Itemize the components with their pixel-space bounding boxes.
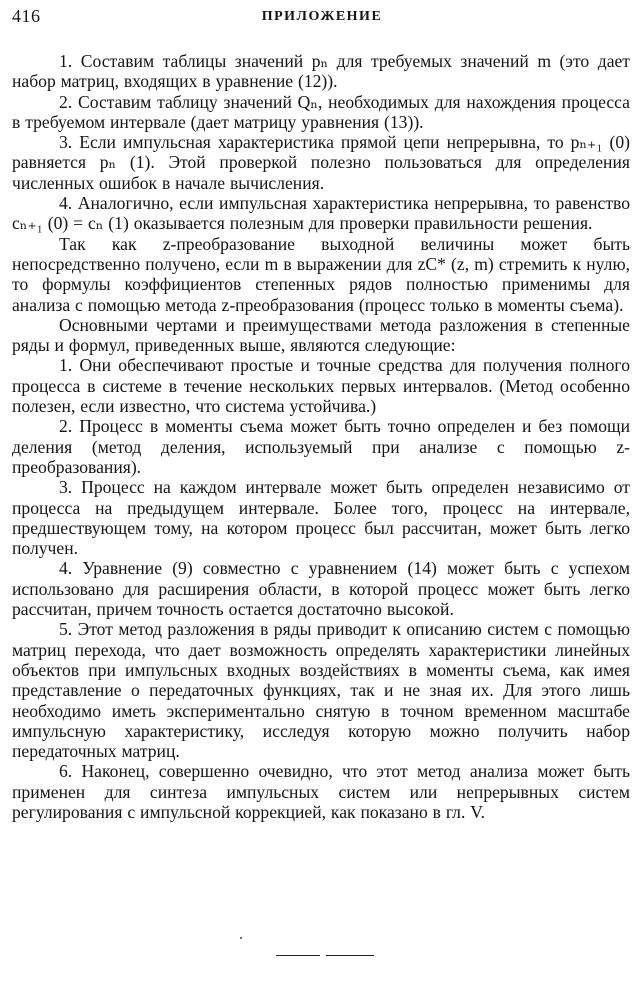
paragraph: 4. Аналогично, если импульсная характеристика непрерывна, то равенство cₙ₊₁ (0) = cₙ (1) оказывается полезным для проверки правильности решения.: [12, 193, 630, 234]
paragraph: 4. Уравнение (9) совместно с уравнением (14) может быть с успехом использовано для расширения области, в которой процесс может быть легко рассчитан, причем точность остается достаточно высокой.: [12, 558, 630, 620]
paragraph: 2. Процесс в моменты съема может быть точно определен и без помощи деления (метод деления, используемый при анализе с помощью z-преобразования).: [12, 416, 630, 477]
end-of-section-rule: [276, 955, 374, 958]
paragraph: 2. Составим таблицу значений Qₙ, необходимых для нахождения процесса в требуемом интервале (дает матрицу уравнения (13)).: [12, 91, 630, 132]
paragraph: 1. Составим таблицы значений pₙ для требуемых значений m (это дает набор матриц, входящих в уравнение (12)).: [12, 51, 630, 92]
paragraph: 3. Процесс на каждом интервале может быть определен независимо от процесса на предыдущем интервале. Более того, процесс на интервале, предшествующем тому, на котором процесс был рассчитан, может быть легко получен.: [12, 477, 630, 559]
paragraph: 1. Они обеспечивают простые и точные средства для получения полного процесса в системе в течение нескольких первых интервалов. (Метод особенно полезен, если известно, что система устойчива.): [12, 355, 630, 417]
paragraph: Основными чертами и преимуществами метода разложения в степенные ряды и формул, приведенных выше, являются следующие:: [12, 314, 630, 356]
body-text: [12, 51, 630, 822]
page-header: [12, 6, 632, 34]
paragraph: Так как z-преобразование выходной величины может быть непосредственно получено, если m в выражении для zC* (z, m) стремить к нулю, то формулы коэффициентов степенных рядов полностью применимы для анализа с помощью метода z-преобразования (процесс только в моменты съема).: [12, 233, 630, 315]
page-number: 416: [12, 6, 41, 26]
paragraph: 5. Этот метод разложения в ряды приводит к описанию систем с помощью матриц перехода, что дает возможность определять характеристики линейных объектов при импульсных входных воздействиях в моменты съема, как имея представление о передаточных функциях, так и не зная их. Для этого лишь необходимо иметь экспериментально снятую в точном временном масштабе импульсную характеристику, исследуя которую можно получить набор передаточных матриц.: [12, 619, 630, 762]
running-head: ПРИЛОЖЕНИЕ: [261, 9, 383, 24]
paragraph: 3. Если импульсная характеристика прямой цепи непрерывна, то pₙ₊₁ (0) равняется pₙ (1). Этой проверкой полезно пользоваться для определения численных ошибок в начале вычисления.: [12, 132, 630, 193]
print-speck: [240, 937, 242, 939]
paragraph: 6. Наконец, совершенно очевидно, что этот метод анализа может быть применен для синтеза импульсных систем или непрерывных систем регулирования с импульсной коррекцией, как показано в гл. V.: [12, 761, 630, 822]
